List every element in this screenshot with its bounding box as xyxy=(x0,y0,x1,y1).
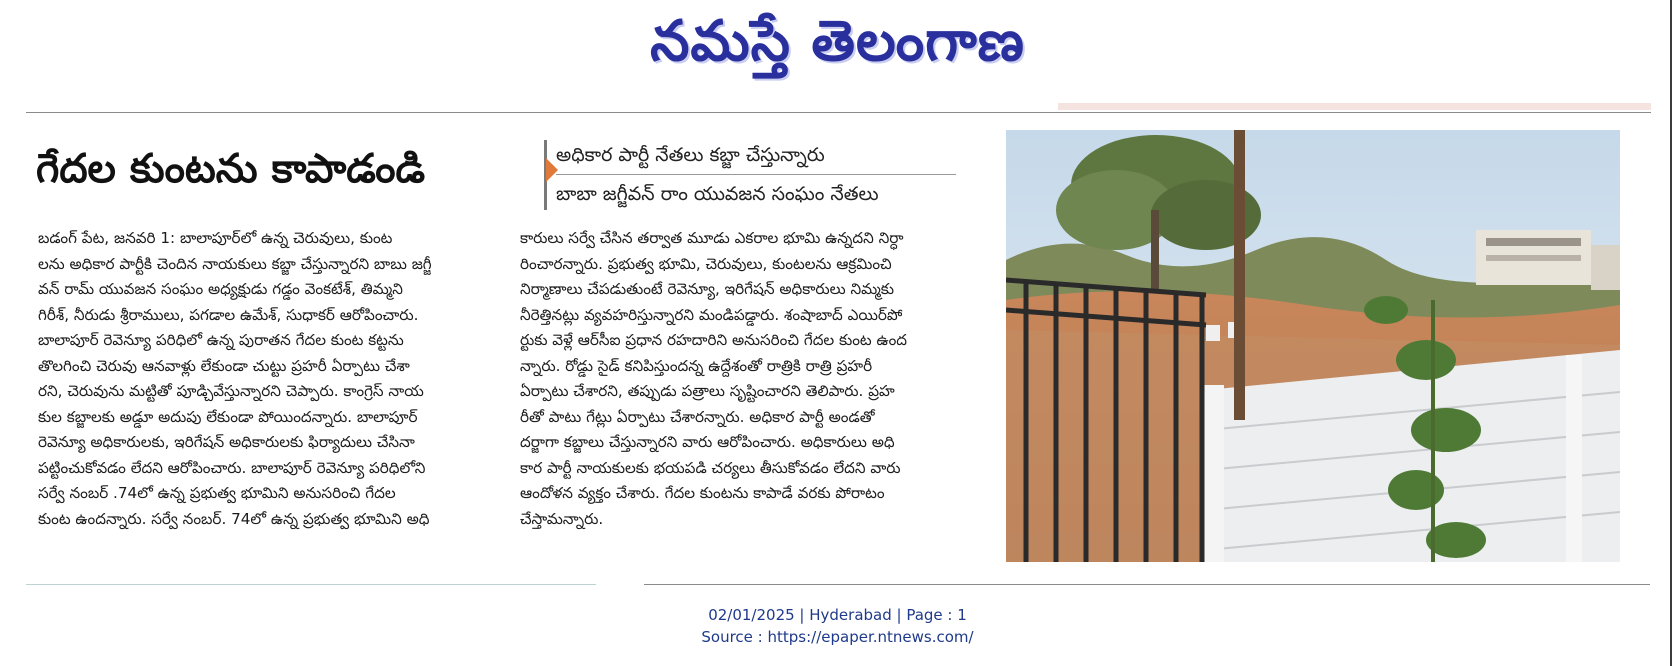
page-footer xyxy=(0,604,1675,648)
column-1-line: రని, చెరువును మట్టితో పూడ్చివేస్తున్నారని చెప్పారు. కాంగ్రెస్ నాయ xyxy=(38,382,424,400)
footer-divider-right xyxy=(644,584,1650,585)
column-1-line: బాలాపూర్ రెవెన్యూ పరిధిలో ఉన్న పురాతన గేదల కుంట కట్టను xyxy=(38,331,404,349)
newspaper-logo: నమస్తే తెలంగాణ xyxy=(650,9,1025,74)
column-2-line: కార పార్టీ నాయకులకు భయపడి చర్యలు తీసుకోవడం లేదని వారు xyxy=(520,458,901,477)
column-1-line: సర్వే నంబర్ .74లో ఉన్న ప్రభుత్వ భూమిని అనుసరించి గేదల xyxy=(38,484,396,502)
header-accent-bar xyxy=(1058,103,1651,110)
footer-date-line: 02/01/2025 | Hyderabad | Page : 1 xyxy=(708,606,967,624)
article-headline: గేదల కుంటను కాపాడండి xyxy=(36,146,426,192)
column-2-line: రీతో పాటు గేట్లు ఏర్పాటు చేశారన్నారు. అధికార పార్టీ అండతో xyxy=(520,407,875,426)
column-2-line: నీరెత్తినట్లు వ్యవహరిస్తున్నారని మండిపడ్డారు. శంషాబాద్ ఎయిర్‌పో xyxy=(520,305,903,324)
column-2-line: దర్జాగా కబ్జాలు చేస్తున్నారని వారు ఆరోపించారు. అధికారులు అధి xyxy=(520,433,895,451)
column-2-line: ఆందోళన వ్యక్తం చేశారు. గేదల కుంటను కాపాడే వరకు పోరాటం xyxy=(520,484,885,502)
page-edge xyxy=(1670,0,1672,666)
masthead xyxy=(0,0,1675,100)
article-subheads xyxy=(556,136,956,213)
column-1-line: గిరీశ్, నీరుడు శ్రీరాములు, పగడాల ఉమేశ్, సుధాకర్ ఆరోపించారు. xyxy=(38,305,419,324)
column-1-line: కుంట ఉందన్నారు. సర్వే నంబర్. 74లో ఉన్న ప్రభుత్వ భూమిని అధి xyxy=(38,509,430,528)
column-1-line: లను అధికార పార్టీకి చెందిన నాయకులు కబ్జా చేస్తున్నారని బాబు జగ్జీ xyxy=(38,254,432,273)
column-2-line: చేస్తామన్నారు. xyxy=(520,509,604,528)
column-1-line: తొలగించి చెరువు ఆనవాళ్లు లేకుండా చుట్టు ప్రహరీ ఏర్పాటు చేశా xyxy=(38,356,410,375)
column-2-line: రించారన్నారు. ప్రభుత్వ భూమి, చెరువులు, కుంటలను ఆక్రమించి xyxy=(520,254,892,273)
column-1-line: వన్ రామ్ యువజన సంఘం అధ్యక్షుడు గడ్డం వెంకటేశ్, తిమ్మని xyxy=(38,280,403,298)
photo-illustration xyxy=(1006,130,1620,562)
column-2-line: ఏర్పాటు చేశారని, తప్పుడు పత్రాలు సృష్టించారని తెలిపారు. ప్రహ xyxy=(520,382,895,400)
column-2-line: న్నారు. రోడ్డు సైడ్ కనిపిస్తుందన్న ఉద్దేశంతో రాత్రికి రాత్రి ప్రహరీ xyxy=(520,356,873,375)
header-divider xyxy=(26,112,1651,113)
column-2-line: కారులు సర్వే చేసిన తర్వాత మూడు ఎకరాల భూమి ఉన్నదని నిర్ధా xyxy=(520,229,904,247)
column-1-line: బడంగ్ పేట, జనవరి 1: బాలాపూర్‌లో ఉన్న చెరువులు, కుంట xyxy=(38,229,393,247)
footer-divider-left xyxy=(26,584,596,585)
article-column-1 xyxy=(38,226,494,532)
subhead-2: బాబా జగ్జీవన్ రాం యువజన సంఘం నేతలు xyxy=(556,174,956,213)
column-2-line: ర్టుకు వెళ్లే ఆర్‌సీఐ ప్రధాన రహదారిని అనుసరించి గేదల కుంట ఉంద xyxy=(520,331,907,349)
column-1-line: కుల కబ్జాలకు అడ్డూ అదుపు లేకుండా పోయిందన్నారు. బాలాపూర్ xyxy=(38,407,418,426)
footer-source-line[interactable]: Source : https://epaper.ntnews.com/ xyxy=(701,628,974,646)
subhead-1: అధికార పార్టీ నేతలు కబ్జా చేస్తున్నారు xyxy=(556,144,825,166)
column-1-line: రెవెన్యూ అధికారులకు, ఇరిగేషన్ అధికారులకు ఫిర్యాదులు చేసినా xyxy=(38,433,415,451)
column-1-line: పట్టించుకోవడం లేదని ఆరోపించారు. బాలాపూర్ రెవెన్యూ పరిధిలోని xyxy=(38,458,426,477)
article-column-2 xyxy=(520,226,980,532)
news-photo xyxy=(1006,130,1620,562)
column-2-line: నిర్మాణాలు చేపడుతుంటే రెవెన్యూ, ఇరిగేషన్ అధికారులు నిమ్మకు xyxy=(520,280,894,298)
